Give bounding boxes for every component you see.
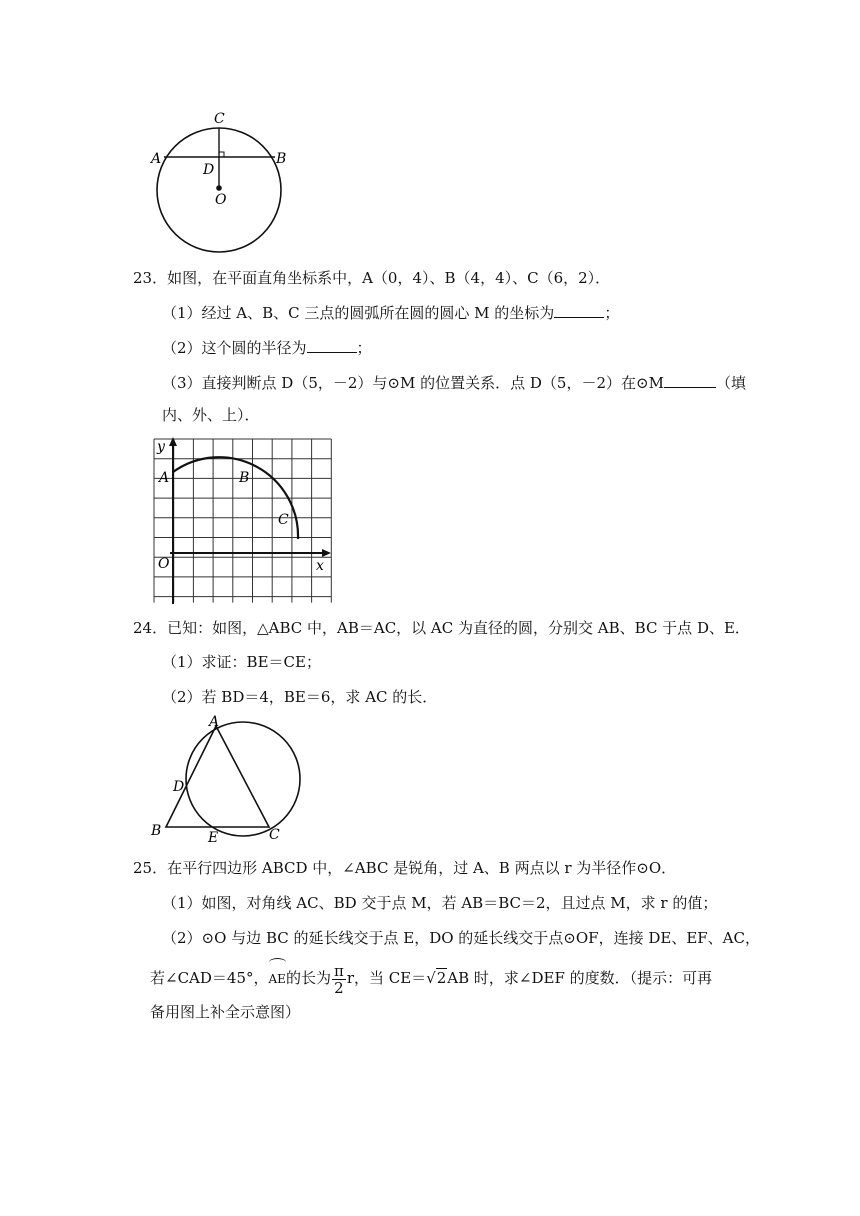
label-c: C <box>214 111 225 127</box>
q25-text-d: AB 时，求∠DEF 的度数．（提示：可再 <box>447 969 713 987</box>
label-b: B <box>239 470 250 486</box>
triangle-circle-figure <box>148 712 308 844</box>
q23-part3-text: （3）直接判断点 D（5，－2）与⊙M 的位置关系．点 D（5，－2）在⊙M <box>162 374 664 392</box>
q23-part3 <box>162 373 746 393</box>
q25-text-c: r，当 CE＝ <box>346 969 427 987</box>
x-axis-arrow <box>322 549 331 557</box>
fraction-numerator: π <box>333 961 344 980</box>
q25-part2-cont <box>150 960 713 997</box>
label-a: A <box>151 151 162 167</box>
q23-part2-text: （2）这个圆的半径为 <box>162 339 307 357</box>
label-e: E <box>208 830 219 844</box>
label-d: D <box>173 779 185 795</box>
label-o: O <box>158 556 170 572</box>
triangle-abc <box>166 726 269 827</box>
center-point-o <box>216 185 222 191</box>
fraction-denominator: 2 <box>334 978 344 997</box>
y-axis-arrow <box>169 437 177 446</box>
label-c: C <box>278 512 289 528</box>
coordinate-grid-figure <box>150 436 332 606</box>
q25-text-b: 的长为 <box>285 969 331 987</box>
label-b: B <box>276 151 287 167</box>
q24-stem: 24．已知：如图，△ABC 中，AB＝AC，以 AC 为直径的圆，分别交 AB、BC 于点 D、E． <box>133 619 750 637</box>
right-angle-mark <box>219 152 224 157</box>
label-x: x <box>316 558 324 574</box>
q23-part3-cont: 内、外、上）． <box>162 406 260 424</box>
sqrt-2: √2 <box>426 969 447 987</box>
q23-blank3[interactable] <box>664 373 716 388</box>
grid-lines <box>154 439 331 603</box>
q25-part2: （2）⊙O 与边 BC 的延长线交于点 E，DO 的延长线交于点⊙OF，连接 DE、EF、AC， <box>162 929 760 947</box>
q23-blank2[interactable] <box>307 338 357 353</box>
q25-part2-cont2: 备用图上补全示意图） <box>150 1003 301 1021</box>
q23-part1 <box>162 303 619 323</box>
q23-part2-end: ； <box>356 339 372 357</box>
label-a: A <box>209 714 220 730</box>
arc-ae: AE <box>269 960 286 994</box>
q25-text-a: 若∠CAD＝45°， <box>150 969 269 987</box>
q23-part1-end: ； <box>604 304 620 322</box>
q23-blank1[interactable] <box>554 303 604 318</box>
label-o: O <box>215 192 227 208</box>
label-a: A <box>159 470 170 486</box>
q24-part2: （2）若 BD＝4，BE＝6，求 AC 的长． <box>162 688 438 706</box>
label-b: B <box>151 823 162 839</box>
q23-part2 <box>162 338 372 358</box>
label-c: C <box>269 827 280 843</box>
fraction-pi-over-2 <box>332 963 346 996</box>
q25-stem: 25．在平行四边形 ABCD 中，∠ABC 是锐角，过 A、B 两点以 r 为半径作⊙O． <box>133 859 677 877</box>
q23-part1-text: （1）经过 A、B、C 三点的圆弧所在圆的圆心 M 的坐标为 <box>162 304 555 322</box>
label-d: D <box>203 162 215 178</box>
circle-chord-figure <box>148 108 290 258</box>
sqrt-radicand: 2 <box>436 969 447 987</box>
q23-stem: 23．如图，在平面直角坐标系中，A（0，4）、B（4，4）、C（6，2）． <box>133 269 611 287</box>
q24-part1: （1）求证：BE＝CE； <box>162 653 321 671</box>
label-y: y <box>157 439 165 455</box>
q25-part1: （1）如图，对角线 AC、BD 交于点 M，若 AB＝BC＝2，且过点 M，求 r 的值； <box>162 894 718 912</box>
q23-part3-end: （填 <box>715 374 746 392</box>
